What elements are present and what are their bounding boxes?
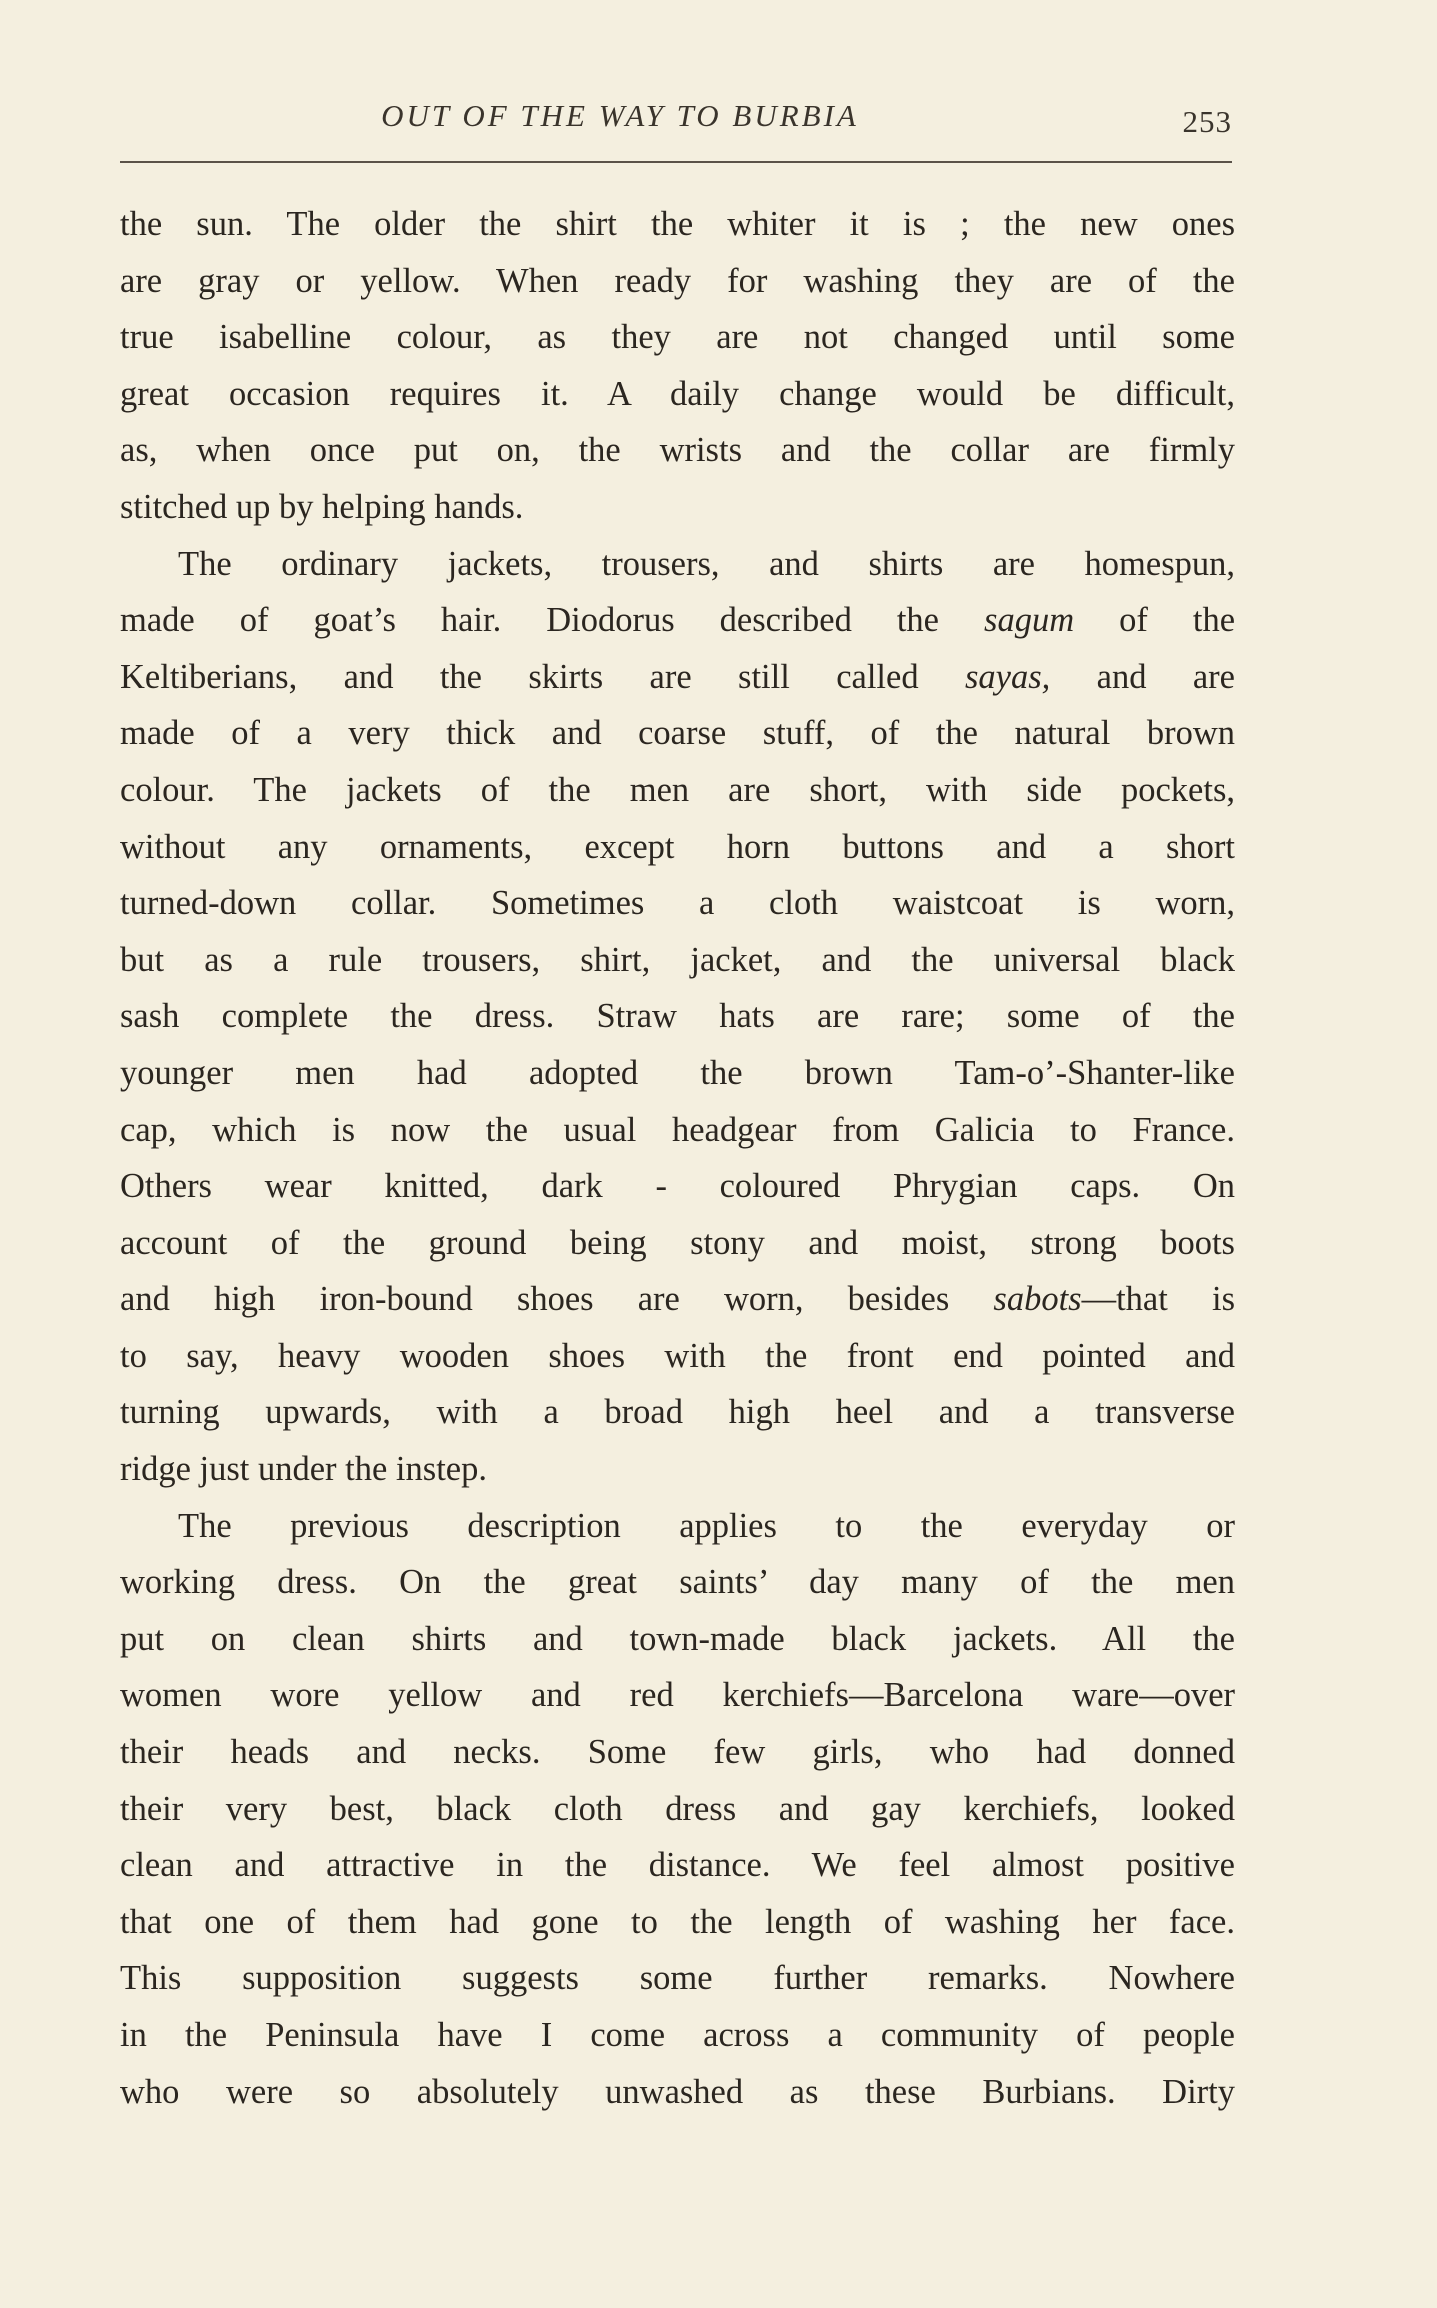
text-line [120,1328,1235,1385]
italic-term: sabots [993,1280,1082,1319]
text-segment: the sun. The older the shirt the whiter it is ; the new ones [120,205,1235,243]
text-line [120,932,1235,989]
text-line [120,1045,1235,1102]
text-line [120,1441,1235,1498]
text-segment: clean and attractive in the distance. We feel almost positive [120,1846,1235,1885]
text-line [120,1271,1235,1328]
text-segment: account of the ground being stony and moist, strong boots [120,1223,1235,1262]
text-segment: true isabelline colour, as they are not changed until some [120,318,1235,357]
text-line [120,1894,1235,1951]
text-line [120,2007,1235,2064]
header-rule [120,161,1232,163]
text-segment: of the [1074,601,1235,640]
text-segment: to say, heavy wooden shoes with the front end pointed and [120,1336,1235,1375]
text-line [120,875,1235,932]
text-line [120,1215,1235,1272]
text-segment: and are [1050,657,1235,696]
text-segment: put on clean shirts and town-made black jackets. All the [120,1619,1235,1658]
text-line [120,1611,1235,1668]
text-segment: their heads and necks. Some few girls, who had donned [120,1733,1235,1772]
text-segment: —that is [1081,1280,1235,1319]
text-line [120,1837,1235,1894]
text-segment: working dress. On the great saints’ day many of the men [120,1563,1235,1602]
running-head [120,92,1232,142]
text-line [120,253,1235,310]
text-line [120,1498,1235,1555]
text-segment: their very best, black cloth dress and gay kerchiefs, looked [120,1789,1235,1828]
text-segment: Others wear knitted, dark - coloured Phrygian caps. On [120,1167,1235,1206]
text-line [120,1102,1235,1159]
text-line [120,366,1235,423]
text-line [120,819,1235,876]
text-segment: The previous description applies to the everyday or [178,1506,1235,1545]
text-segment: in the Peninsula have I come across a community of people [120,2016,1235,2054]
text-segment: great occasion requires it. A daily change would be difficult, [120,374,1235,413]
text-line [120,988,1235,1045]
text-line [120,592,1235,649]
text-segment: ridge just under the instep. [120,1450,487,1489]
text-segment: The ordinary jackets, trousers, and shirts are homespun, [178,544,1235,583]
italic-term: sagum [984,601,1075,640]
text-line [120,536,1235,593]
text-segment: colour. The jackets of the men are short, with side pockets, [120,770,1235,809]
text-segment: but as a rule trousers, shirt, jacket, and the universal black [120,940,1235,979]
italic-term: sayas, [964,657,1051,696]
text-line [120,1950,1235,2007]
text-segment: This supposition suggests some further remarks. Nowhere [120,1959,1235,1998]
text-line [120,1724,1235,1781]
text-line [120,649,1235,706]
text-segment: that one of them had gone to the length of washing her face. [120,1902,1235,1941]
text-line [120,196,1235,253]
text-segment: turning upwards, with a broad high heel and a transverse [120,1393,1235,1432]
text-segment: younger men had adopted the brown Tam-o’-Shanter-like [120,1053,1235,1092]
text-line [120,705,1235,762]
text-line [120,309,1235,366]
text-line [120,479,1235,536]
text-line [120,1781,1235,1838]
text-segment: stitched up by helping hands. [120,487,524,526]
text-segment: who were so absolutely unwashed as these Burbians. Dirty [120,2072,1235,2111]
text-segment: are gray or yellow. When ready for washing they are of the [120,261,1235,300]
page-number: 253 [1182,104,1232,139]
text-line [120,762,1235,819]
running-title: OUT OF THE WAY TO BURBIA [381,98,859,133]
text-segment: as, when once put on, the wrists and the collar are firmly [120,431,1235,470]
text-segment: Keltiberians, and the skirts are still called [120,657,965,696]
text-segment: cap, which is now the usual headgear from Galicia to France. [120,1110,1235,1149]
text-line [120,1158,1235,1215]
text-segment: and high iron-bound shoes are worn, besides [120,1280,994,1319]
text-segment: made of a very thick and coarse stuff, of the natural brown [120,714,1235,753]
text-line [120,422,1235,479]
text-segment: without any ornaments, except horn buttons and a short [120,827,1235,866]
text-line [120,2064,1235,2121]
text-segment: women wore yellow and red kerchiefs—Barcelona ware—over [120,1676,1235,1715]
body-text [120,196,1235,2120]
text-segment: turned-down collar. Sometimes a cloth waistcoat is worn, [120,884,1235,923]
text-line [120,1667,1235,1724]
text-line [120,1554,1235,1611]
text-line [120,1384,1235,1441]
text-segment: sash complete the dress. Straw hats are rare; some of the [120,997,1235,1036]
text-segment: made of goat’s hair. Diodorus described the [120,601,985,640]
